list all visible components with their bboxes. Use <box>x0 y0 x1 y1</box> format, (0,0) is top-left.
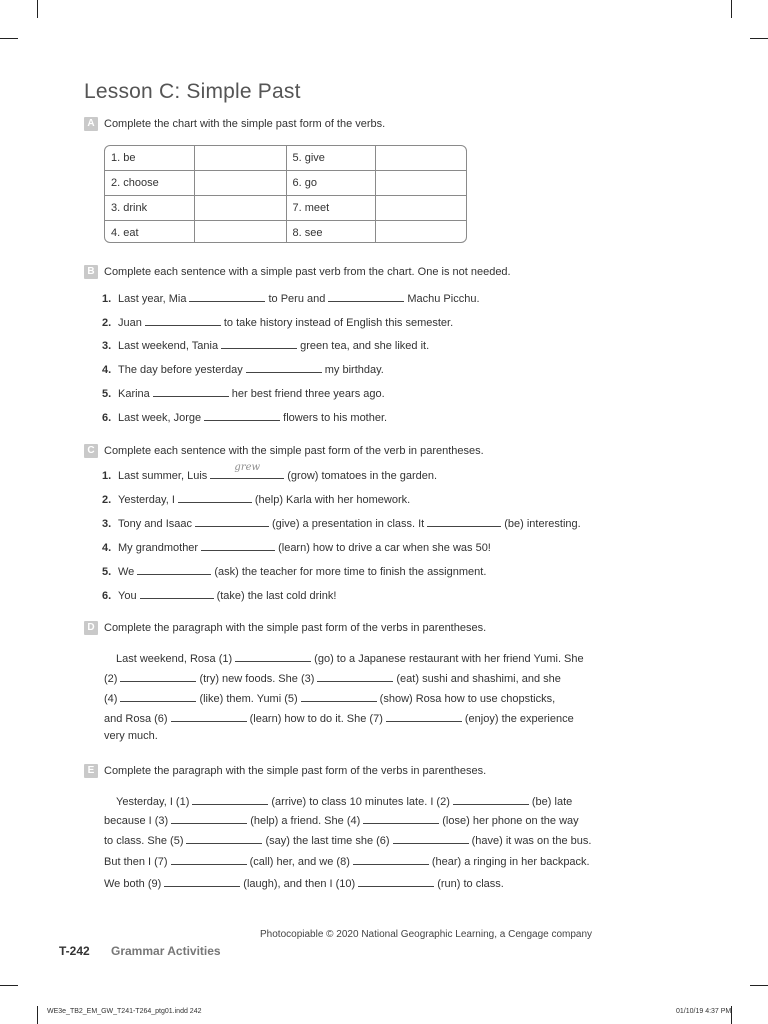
paragraph-line <box>104 832 591 847</box>
item-number: 5. <box>102 388 112 400</box>
item-text: (help) Karla with her homework. <box>254 494 411 506</box>
chart-answer-cell[interactable] <box>375 221 466 244</box>
paragraph-line <box>104 690 555 705</box>
paragraph-line <box>104 853 590 868</box>
exercise-item <box>102 563 486 578</box>
paragraph-line <box>104 670 561 685</box>
chart-verb: 2. choose <box>105 171 194 196</box>
page-number: T-242 <box>59 944 90 958</box>
paragraph-text: (have) it was on the bus. <box>471 835 592 847</box>
item-text: Karina <box>118 388 150 400</box>
section-c-instruction: Complete each sentence with the simple past form of the verb in parentheses. <box>104 445 484 457</box>
paragraph-text: (call) her, and we (8) <box>249 856 350 868</box>
item-text: Last weekend, Tania <box>118 340 219 352</box>
exercise-item <box>102 491 410 506</box>
item-number: 2. <box>102 494 112 506</box>
paragraph-text: (hear) a ringing in her backpack. <box>431 856 590 868</box>
answer-blank[interactable] <box>246 361 322 373</box>
copyright-notice: Photocopiable © 2020 National Geographic Learning, a Cengage company <box>260 929 593 940</box>
item-text: (give) a presentation in class. It <box>272 518 425 530</box>
answer-blank[interactable] <box>427 515 501 527</box>
item-text: We <box>118 566 135 578</box>
item-text: (take) the last cold drink! <box>216 590 337 602</box>
crop-mark <box>0 38 18 39</box>
paragraph-text: But then I (7) <box>104 856 168 868</box>
exercise-item <box>102 539 491 554</box>
answer-blank[interactable] <box>164 875 240 887</box>
chart-verb: 3. drink <box>105 196 194 221</box>
print-slug-filename: WE3e_TB2_EM_GW_T241-T264_ptg01.indd 242 <box>47 1008 202 1015</box>
paragraph-text: (run) to class. <box>437 878 504 890</box>
exercise-item <box>102 515 581 530</box>
chart-row <box>105 221 466 244</box>
paragraph-text: (try) new foods. She (3) <box>199 673 315 685</box>
answer-blank[interactable] <box>137 563 211 575</box>
item-text: Last summer, Luis <box>118 470 208 482</box>
chart-verb: 8. see <box>286 221 375 244</box>
exercise-item <box>102 314 453 329</box>
item-text: Last week, Jorge <box>118 412 202 424</box>
answer-blank[interactable] <box>195 515 269 527</box>
exercise-item <box>102 409 387 424</box>
answer-blank[interactable] <box>171 853 247 865</box>
running-footer-section: Grammar Activities <box>111 944 221 958</box>
paragraph-text: (learn) how to do it. She (7) <box>249 713 383 725</box>
paragraph-line <box>104 710 574 725</box>
paragraph-text: and Rosa (6) <box>104 713 168 725</box>
crop-mark <box>37 0 38 18</box>
item-text: (ask) the teacher for more time to finish the assignment. <box>214 566 487 578</box>
chart-answer-cell[interactable] <box>194 171 286 196</box>
exercise-item <box>102 337 429 352</box>
exercise-item <box>102 462 438 482</box>
item-text: my birthday. <box>324 364 384 376</box>
answer-blank[interactable] <box>204 409 280 421</box>
section-b-instruction: Complete each sentence with a simple past verb from the chart. One is not needed. <box>104 266 511 278</box>
paragraph-text: (be) late <box>531 796 573 808</box>
answer-blank[interactable] <box>235 650 311 662</box>
chart-answer-cell[interactable] <box>194 146 286 171</box>
chart-verb: 6. go <box>286 171 375 196</box>
chart-verb: 7. meet <box>286 196 375 221</box>
chart-verb: 5. give <box>286 146 375 171</box>
answer-blank[interactable] <box>328 290 404 302</box>
crop-mark <box>750 38 768 39</box>
handwritten-answer: grew <box>234 462 261 473</box>
paragraph-text: We both (9) <box>104 878 162 890</box>
paragraph-line <box>104 875 504 890</box>
item-text: Juan <box>118 317 142 329</box>
item-text: Machu Picchu. <box>407 293 480 305</box>
answer-blank[interactable] <box>201 539 275 551</box>
answer-blank[interactable] <box>386 710 462 722</box>
paragraph-text: (2) <box>104 673 118 685</box>
answer-blank[interactable] <box>393 832 469 844</box>
paragraph-text: (lose) her phone on the way <box>442 815 579 827</box>
answer-blank[interactable] <box>453 793 529 805</box>
item-text: (learn) how to drive a car when she was 50! <box>278 542 491 554</box>
paragraph-text: Yesterday, I (1) <box>116 796 190 808</box>
paragraph-text: to class. She (5) <box>104 835 184 847</box>
chart-answer-cell[interactable] <box>194 221 286 244</box>
crop-mark <box>731 0 732 18</box>
item-number: 6. <box>102 590 112 602</box>
item-text: green tea, and she liked it. <box>300 340 430 352</box>
answer-blank[interactable] <box>171 812 247 824</box>
paragraph-line <box>116 650 584 665</box>
chart-answer-cell[interactable] <box>375 196 466 221</box>
answer-blank[interactable] <box>210 462 284 479</box>
paragraph-text: (like) them. Yumi (5) <box>199 693 298 705</box>
item-text: (grow) tomatoes in the garden. <box>287 470 438 482</box>
paragraph-text: (go) to a Japanese restaurant with her friend Yumi. She <box>314 653 584 665</box>
paragraph-text: (arrive) to class 10 minutes late. I (2) <box>271 796 450 808</box>
paragraph-text: (laugh), and then I (10) <box>243 878 356 890</box>
item-number: 1. <box>102 470 112 482</box>
exercise-item <box>102 290 480 305</box>
section-d-instruction: Complete the paragraph with the simple past form of the verbs in parentheses. <box>104 622 487 634</box>
item-number: 5. <box>102 566 112 578</box>
paragraph-text: Last weekend, Rosa (1) <box>116 653 233 665</box>
page-title: Lesson C: Simple Past <box>84 80 301 103</box>
section-b-badge: B <box>84 265 98 279</box>
crop-mark <box>750 985 768 986</box>
answer-blank[interactable] <box>189 290 265 302</box>
print-slug-date: 01/10/19 4:37 PM <box>676 1008 732 1015</box>
section-d-badge: D <box>84 621 98 635</box>
item-number: 6. <box>102 412 112 424</box>
item-text: Tony and Isaac <box>118 518 192 530</box>
paragraph-text: very much. <box>104 730 158 742</box>
answer-blank[interactable] <box>120 690 196 702</box>
section-c-badge: C <box>84 444 98 458</box>
section-e-instruction: Complete the paragraph with the simple past form of the verbs in parentheses. <box>104 765 487 777</box>
chart-row <box>105 146 466 171</box>
item-number: 3. <box>102 518 112 530</box>
answer-blank[interactable] <box>221 337 297 349</box>
crop-mark <box>0 985 18 986</box>
section-a-badge: A <box>84 117 98 131</box>
chart-answer-cell[interactable] <box>375 146 466 171</box>
answer-blank[interactable] <box>301 690 377 702</box>
item-text: (be) interesting. <box>504 518 581 530</box>
section-e-badge: E <box>84 764 98 778</box>
answer-blank[interactable] <box>171 710 247 722</box>
answer-blank[interactable] <box>192 793 268 805</box>
answer-blank[interactable] <box>353 853 429 865</box>
answer-blank[interactable] <box>120 670 196 682</box>
chart-answer-cell[interactable] <box>375 171 466 196</box>
answer-blank[interactable] <box>358 875 434 887</box>
answer-blank[interactable] <box>317 670 393 682</box>
crop-mark <box>37 1006 38 1024</box>
paragraph-line <box>104 812 579 827</box>
item-number: 3. <box>102 340 112 352</box>
chart-row <box>105 171 466 196</box>
exercise-item <box>102 361 384 376</box>
answer-blank[interactable] <box>178 491 252 503</box>
answer-blank[interactable] <box>153 385 229 397</box>
paragraph-text: (show) Rosa how to use chopsticks, <box>379 693 556 705</box>
section-a-instruction: Complete the chart with the simple past form of the verbs. <box>104 118 386 130</box>
item-text: flowers to his mother. <box>283 412 388 424</box>
paragraph-line <box>116 793 572 808</box>
verb-chart <box>104 145 467 243</box>
paragraph-text: (help) a friend. She (4) <box>250 815 361 827</box>
item-text: The day before yesterday <box>118 364 243 376</box>
chart-answer-cell[interactable] <box>194 196 286 221</box>
answer-blank[interactable] <box>186 832 262 844</box>
item-text: Yesterday, I <box>118 494 175 506</box>
item-number: 4. <box>102 542 112 554</box>
item-number: 1. <box>102 293 112 305</box>
answer-blank[interactable] <box>145 314 221 326</box>
item-text: You <box>118 590 137 602</box>
answer-blank[interactable] <box>140 587 214 599</box>
item-text: Last year, Mia <box>118 293 187 305</box>
item-text: her best friend three years ago. <box>231 388 385 400</box>
paragraph-text: because I (3) <box>104 815 169 827</box>
item-number: 4. <box>102 364 112 376</box>
chart-row <box>105 196 466 221</box>
paragraph-line <box>104 730 158 742</box>
paragraph-text: (enjoy) the experience <box>464 713 574 725</box>
item-text: to take history instead of English this semester. <box>223 317 454 329</box>
exercise-item <box>102 385 385 400</box>
paragraph-text: (4) <box>104 693 118 705</box>
paragraph-text: (say) the last time she (6) <box>265 835 390 847</box>
exercise-item <box>102 587 336 602</box>
answer-blank[interactable] <box>363 812 439 824</box>
chart-verb: 4. eat <box>105 221 194 244</box>
item-text: to Peru and <box>268 293 326 305</box>
item-number: 2. <box>102 317 112 329</box>
chart-verb: 1. be <box>105 146 194 171</box>
paragraph-text: (eat) sushi and shashimi, and she <box>396 673 561 685</box>
item-text: My grandmother <box>118 542 199 554</box>
